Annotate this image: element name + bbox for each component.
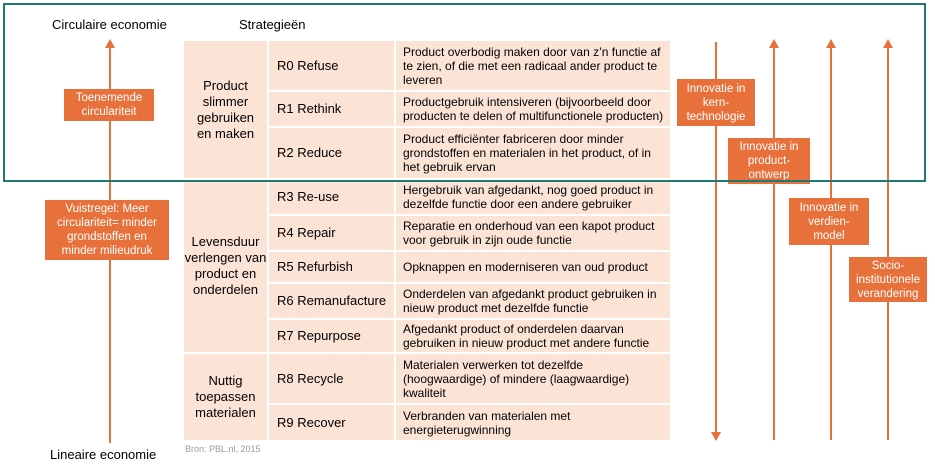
strategy-code-cell xyxy=(269,216,394,250)
innovation-label: Socio-institutionele verandering xyxy=(856,259,920,300)
category-cell xyxy=(184,354,267,440)
strategy-code: R6 Remanufacture xyxy=(277,293,387,308)
strategy-desc-cell xyxy=(396,405,670,440)
strategy-desc: Productgebruik intensiveren (bijvoorbeeld door producten te delen of multifunctionele producten) xyxy=(403,95,664,123)
strategy-desc-cell xyxy=(396,320,670,352)
strategy-desc-cell xyxy=(396,252,670,282)
strategy-code: R4 Repair xyxy=(277,225,336,240)
innovation-label: Innovatie in product-ontwerp xyxy=(739,141,799,181)
category-label: Nuttig toepassen materialen xyxy=(195,373,256,420)
circular-economy-label: Circulaire economie xyxy=(52,17,167,32)
category-cell xyxy=(184,180,267,352)
category-label: Levensduur verlengen van product en onderdelen xyxy=(184,234,267,297)
category-label: Product slimmer gebruiken en maken xyxy=(196,77,255,141)
innovation-box xyxy=(849,257,927,302)
strategy-desc: Product efficiënter fabriceren door minder grondstoffen en materialen in het product, of in het gebruik ervan xyxy=(403,132,651,174)
linear-economy-label: Lineaire economie xyxy=(50,447,157,462)
rule-of-thumb-box xyxy=(45,200,169,260)
arrow-down-icon xyxy=(711,432,721,441)
strategy-desc: Afgedankt product of onderdelen daarvan gebruiken in nieuw product met andere functie xyxy=(403,322,650,350)
source-note: Bron: PBL.nl, 2015 xyxy=(185,444,261,454)
strategy-desc-cell xyxy=(396,216,670,250)
strategy-code-cell xyxy=(269,354,394,403)
strategy-desc-cell xyxy=(396,354,670,403)
innovation-label: Innovatie in verdien-model xyxy=(799,201,859,242)
strategy-desc: Hergebruik van afgedankt, nog goed product in dezelfde functie door een andere gebruiker xyxy=(403,183,654,211)
strategies-header: Strategieën xyxy=(239,17,306,32)
strategy-desc: Product overbodig maken door van z’n functie af te zien, of die met een radicaal ander product te leveren xyxy=(403,44,661,87)
strategy-desc: Verbranden van materialen met energieterugwinning xyxy=(403,408,571,437)
increasing-circularity-text: Toenemende circulariteit xyxy=(75,92,143,118)
innovation-box xyxy=(789,198,869,245)
strategy-code-cell xyxy=(269,320,394,352)
strategy-code: R1 Rethink xyxy=(277,101,342,116)
strategy-code: R2 Reduce xyxy=(277,145,343,160)
innovation-label: Innovatie in kern-technologie xyxy=(686,82,746,123)
strategy-code: R3 Re-use xyxy=(277,189,340,204)
strategy-code-cell xyxy=(269,180,394,214)
strategy-desc-cell xyxy=(396,180,670,214)
strategy-code-cell xyxy=(269,405,394,440)
strategy-desc: Opknappen en moderniseren van oud product xyxy=(403,260,648,274)
strategy-desc-cell xyxy=(396,284,670,318)
strategy-code-cell xyxy=(269,252,394,282)
highlight-frame xyxy=(3,3,926,182)
strategy-code: R0 Refuse xyxy=(277,57,339,73)
strategy-desc: Reparatie en onderhoud van een kapot product voor gebruik in zijn oude functie xyxy=(403,219,655,247)
strategy-desc: Materialen verwerken tot dezelfde (hoogwaardige) of mindere (laagwaardige) kwaliteit xyxy=(403,357,630,400)
strategy-code-cell xyxy=(269,284,394,318)
strategy-code: R7 Repurpose xyxy=(277,328,361,343)
rule-of-thumb-text: Vuistregel: Meer circulariteit= minder grondstoffen en minder milieudruk xyxy=(56,203,158,257)
strategy-desc: Onderdelen van afgedankt product gebruiken in nieuw product met dezelfde functie xyxy=(403,287,657,315)
strategy-code: R8 Recycle xyxy=(277,370,344,386)
strategy-code: R5 Refurbish xyxy=(277,259,353,274)
strategy-code: R9 Recover xyxy=(277,414,346,430)
